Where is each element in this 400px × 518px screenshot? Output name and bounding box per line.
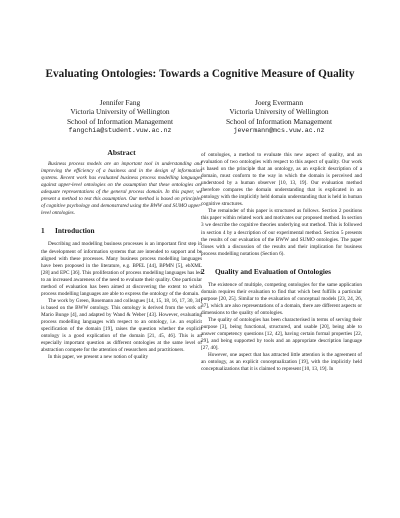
author-affiliation: School of Information Management	[225, 116, 333, 126]
author-affiliation: School of Information Management	[66, 116, 174, 126]
section-heading	[41, 227, 202, 234]
section-heading	[201, 268, 362, 275]
body-paragraph: Describing and modelling business processes is an important first step in the development of information systems that are intended to support and be aligned with these processes. Many business process modelling languages have been proposed in the literature, e.g. BPEL [44], BPMN [5], ebXML [28] and EPC [36]. This proliferation of process modelling languages has led to an increased awareness of the need to evaluate their quality. One particular method of evaluation has been aimed at discovering the extent to which process modelling languages are able to express the ontology of the domain.	[41, 241, 202, 297]
body-paragraph: The work by Green, Rosemann and colleagues [14, 15, 18, 16, 17, 30, 34] is based on the BWW ontology. This ontology is derived from the work of Mario Bunge [4], and adapted by Wand & Weber [43]. However, evaluating process modelling languages with respect to an ontology, i.e. an explicit specification of the domain [19], raises the question whether the explicit ontology is a good explication of the domain [21, 45, 46]. This is an especially important question as different ontologies at the same level of abstraction compete for the attention of researchers and practitioners.	[41, 297, 202, 354]
section-title: Introduction	[55, 226, 95, 236]
paper-title: Evaluating Ontologies: Towards a Cognitive Measure of Quality	[45, 68, 355, 80]
left-column	[41, 149, 202, 361]
right-column	[201, 152, 362, 373]
body-paragraph: However, one aspect that has attracted little attention is the agreement of an ontology, as an explicit conceptualization [19], with the implicitly held conceptualizations that it is claimed to represent [10, 13, 19]. In	[201, 352, 362, 373]
abstract-text: Business process models are an important tool in understanding and improving the efficiency of a business and in the design of information systems. Recent work has evaluated business process modelling languages against upper-level ontologies on the assumption that these ontologies are adequate representations of the general process domain. In this paper, we present a method to test this assumption. Our method is based on principles of cognitive psychology and demonstrated using the BWW and SUMO upper-level ontologies.	[41, 161, 202, 217]
author-affiliation: Victoria University of Wellington	[70, 107, 170, 117]
author-block	[40, 98, 200, 136]
author-block	[199, 98, 359, 136]
body-paragraph: The quality of ontologies has been characterised in terms of serving their purpose [3], being functional, structured, and usable [20], being able to answer competency questions [12, 42], having certain formal properties [22, 29], and being supported by tools and an appropriate description language [27, 40].	[201, 316, 362, 352]
author-name: Jennifer Fang	[99, 98, 141, 107]
body-paragraph: The remainder of this paper is structured as follows. Section 2 positions this paper within related work and motivates our proposed method. In section 3 we describe the cognitive theories underlying out method. This is followed in section 4 by a description of our experimental method. Section 5 presents the results of our evaluation of the BWW and SUMO ontologies. The paper closes with a discussion of the results and their implication for business process modelling notations (Section 6).	[201, 208, 362, 257]
author-affiliation: Victoria University of Wellington	[229, 107, 329, 117]
section-title: Quality and Evaluation of Ontologies	[215, 266, 331, 276]
body-paragraph: of ontologies, a method to evaluate this new aspect of quality, and an evaluation of two ontologies with respect to this aspect of quality. Our work is based on the principle that an ontology, as an explicit description of a domain, must conform to the way in which the domain is perceived and understood by a human observer [10, 13, 19]. Our evaluation method therefore compares the domain understanding that is explicated in an ontology with the implicitly held domain understanding that is held in human cognitive structures.	[201, 152, 362, 208]
body-paragraph: In this paper, we present a new notion of quality	[48, 354, 149, 361]
body-paragraph: The existence of multiple, competing ontologies for the same application domain requires their evaluation to find that which best fulfills a particular purpose [20, 25]. Similar to the evaluation of conceptual models [23, 24, 26, 37], which are also representations of a domain, there are different aspects or dimensions to the quality of ontologies.	[201, 281, 362, 316]
author-email: fangchia@student.vuw.ac.nz	[68, 127, 172, 135]
section-number: 1	[41, 226, 45, 236]
section-number: 2	[201, 266, 205, 276]
author-email: jevermann@mcs.vuw.ac.nz	[233, 127, 325, 135]
author-name: Joerg Evermann	[254, 98, 304, 107]
abstract-heading: Abstract	[107, 148, 136, 157]
